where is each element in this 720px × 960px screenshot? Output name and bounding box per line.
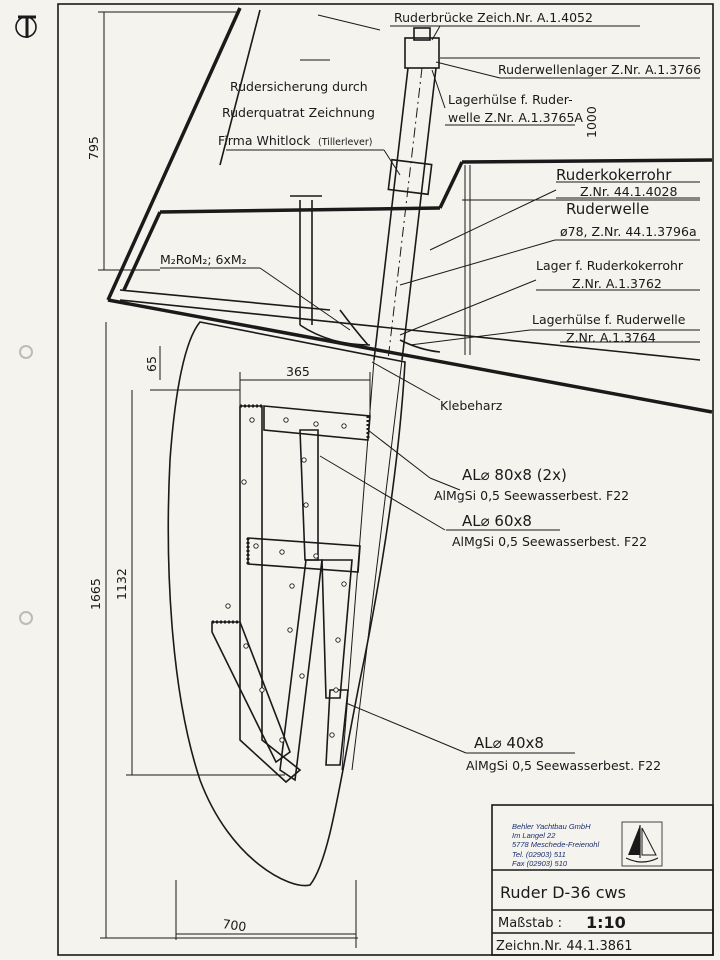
tb-scale-value: 1:10 (586, 913, 626, 932)
tb-title: Ruder D-36 cws (500, 883, 626, 902)
label-trunk-bearing-2: Z.Nr. A.1.3762 (572, 276, 662, 291)
label-flat3-b: AlMgSi 0,5 Seewasserbest. F22 (466, 758, 662, 773)
label-securing-3: Firma Whitlock (218, 133, 311, 148)
label-trunk-bearing-1: Lager f. Ruderkokerrohr (536, 258, 684, 273)
label-rudder-bridge: Ruderbrücke Zeich.Nr. A.1.4052 (394, 10, 593, 25)
drawing-frame (58, 4, 713, 955)
label-shaft-bearing: Ruderwellenlager Z.Nr. A.1.3766 (498, 62, 702, 77)
label-flat2-a: AL⌀ 60x8 (462, 512, 532, 530)
punch-hole-icon (20, 346, 32, 358)
annotation-labels (160, 10, 701, 773)
dimension-795: 795 (86, 136, 101, 160)
label-flat1-a: AL⌀ 80x8 (2x) (462, 466, 567, 484)
label-shaft-sleeve-2: Z.Nr. A.1.3764 (566, 330, 656, 345)
dimension-1132: 1132 (114, 568, 129, 600)
label-trunk-tube-2: Z.Nr. 44.1.4028 (580, 184, 678, 199)
bolt-holes (226, 418, 346, 742)
label-trunk-tube-1: Ruderkokerrohr (556, 166, 672, 184)
label-adhesive: Klebeharz (440, 398, 503, 413)
label-bearing-sleeve-1: Lagerhülse f. Ruder- (448, 92, 573, 107)
tb-scale-label: Maßstab : (498, 916, 562, 931)
dimension-65: 65 (144, 356, 159, 372)
corner-logo-icon (16, 17, 36, 38)
label-vertical-1000: 1000 (584, 106, 599, 138)
label-shaft-sleeve-1: Lagerhülse f. Ruderwelle (532, 312, 686, 327)
label-flat1-b: AlMgSi 0,5 Seewasserbest. F22 (434, 488, 630, 503)
tb-company: Behler Yachtbau GmbH (512, 822, 591, 831)
dimension-1665: 1665 (88, 578, 103, 610)
label-securing-1: Rudersicherung durch (230, 79, 368, 94)
tb-drawing-no: Zeichn.Nr. 44.1.3861 (496, 939, 633, 954)
label-shaft-2: ø78, Z.Nr. 44.1.3796a (560, 224, 697, 239)
dimension-700: 700 (221, 916, 248, 935)
punch-hole-icon (20, 612, 32, 624)
label-weld: M₂RoM₂; 6xM₂ (160, 252, 247, 267)
label-flat2-b: AlMgSi 0,5 Seewasserbest. F22 (452, 534, 648, 549)
tb-tel: Tel. (02903) 511 (512, 850, 566, 859)
tb-street: Im Langel 22 (512, 831, 556, 840)
dimension-lines (98, 12, 373, 948)
tb-fax: Fax (02903) 510 (512, 859, 568, 868)
label-securing-2: Ruderquatrat Zeichnung (222, 105, 375, 120)
internal-frame (212, 406, 370, 782)
rudder-blade (168, 322, 405, 886)
title-block-text (496, 822, 633, 954)
sailboat-logo-icon (622, 822, 662, 866)
label-bearing-sleeve-2: welle Z.Nr. A.1.3765A (448, 110, 583, 125)
tb-city: 5778 Meschede-Freienohl (512, 840, 600, 849)
label-securing-3b: (Tillerlever) (318, 137, 373, 148)
label-shaft-1: Ruderwelle (566, 200, 650, 218)
dimension-365: 365 (286, 364, 310, 379)
label-flat3-a: AL⌀ 40x8 (474, 734, 544, 752)
